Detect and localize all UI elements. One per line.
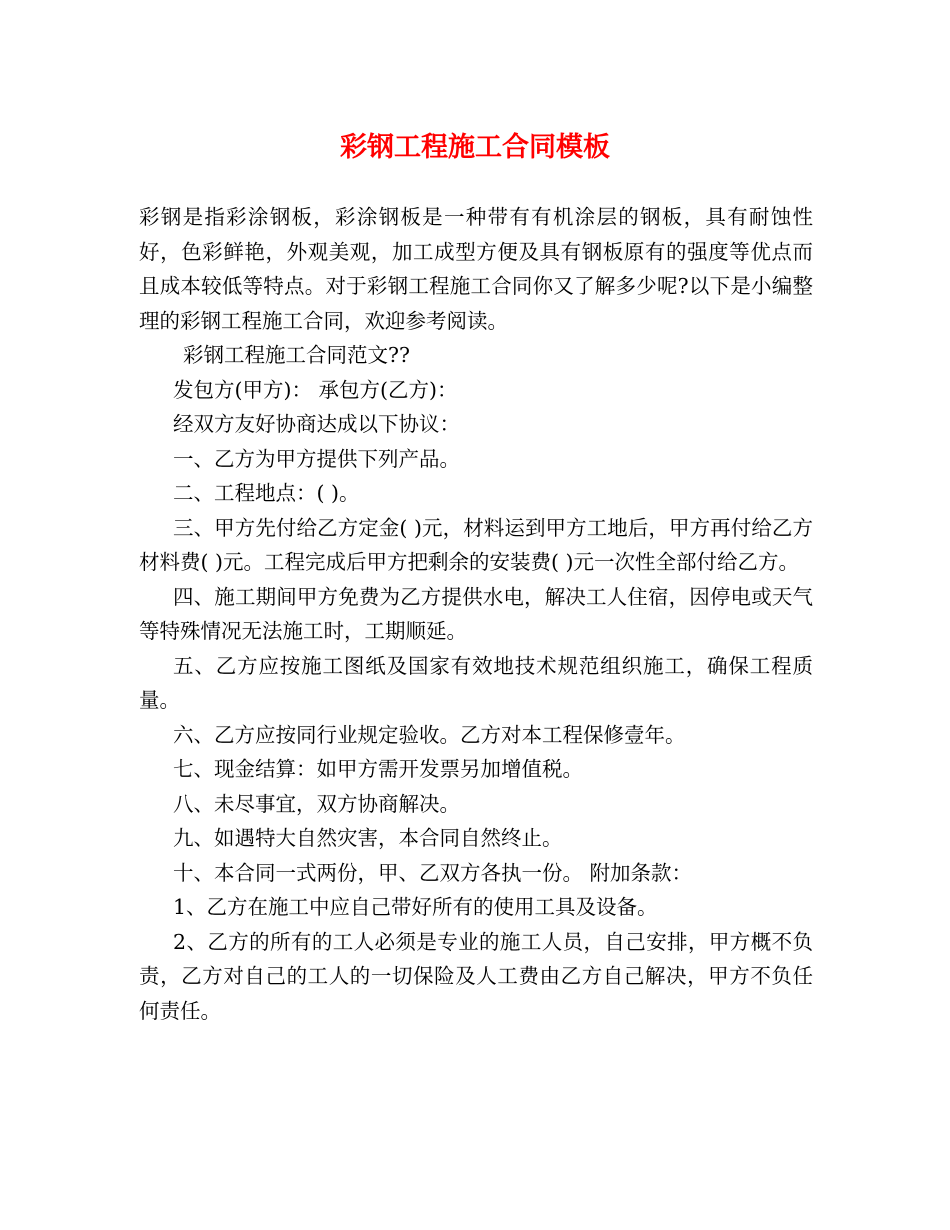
clause-1: 一、乙方为甲方提供下列产品。 [173, 446, 460, 471]
parties-line: 发包方(甲方)： 承包方(乙方)： [173, 377, 458, 402]
clause-8: 八、未尽事宜，双方协商解决。 [173, 791, 460, 816]
sample-heading: 彩钢工程施工合同范文?? [183, 343, 410, 367]
clause-4: 四、施工期间甲方免费为乙方提供水电，解决工人住宿，因停电或天气等特殊情况无法施工时，工期顺延。 [139, 584, 813, 643]
clause-3: 三、甲方先付给乙方定金( )元，材料运到甲方工地后，甲方再付给乙方材料费( )元。工程完成后甲方把剩余的安装费( )元一次性全部付给乙方。 [139, 515, 813, 574]
intro-paragraph: 彩钢是指彩涂钢板，彩涂钢板是一种带有有机涂层的钢板，具有耐蚀性好，色彩鲜艳，外观美观，加工成型方便及具有钢板原有的强度等优点而且成本较低等特点。对于彩钢工程施工合同你又了解多少呢?以下是小编整理的彩钢工程施工合同，欢迎参考阅读。 [139, 205, 813, 333]
document-body [139, 200, 813, 1028]
document-title: 彩钢工程施工合同模板 [340, 132, 610, 163]
clause-5: 五、乙方应按施工图纸及国家有效地技术规范组织施工，确保工程质量。 [139, 653, 813, 712]
additional-term-1: 1、乙方在施工中应自己带好所有的使用工具及设备。 [173, 895, 658, 919]
agreement-line: 经双方友好协商达成以下协议： [173, 412, 460, 436]
clause-2: 二、工程地点：( )。 [173, 481, 360, 505]
clause-10: 十、本合同一式两份，甲、乙双方各执一份。 附加条款： [173, 860, 693, 885]
additional-term-2: 2、乙方的所有的工人必须是专业的施工人员，自己安排，甲方概不负责，乙方对自己的工人的一切保险及人工费由乙方自己解决，甲方不负任何责任。 [139, 929, 813, 1023]
clause-7: 七、现金结算：如甲方需开发票另加增值税。 [173, 757, 583, 781]
clause-9: 九、如遇特大自然灾害，本合同自然终止。 [173, 826, 563, 850]
clause-6: 六、乙方应按同行业规定验收。乙方对本工程保修壹年。 [173, 722, 686, 747]
